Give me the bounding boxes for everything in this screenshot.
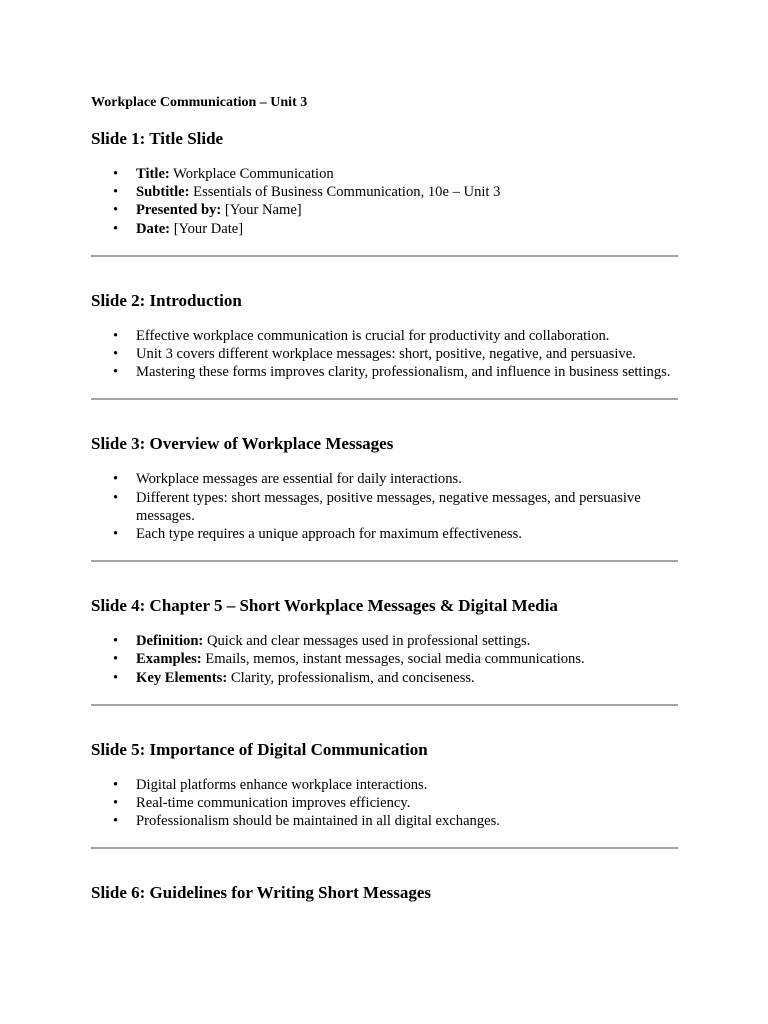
slide-heading: Slide 3: Overview of Workplace Messages bbox=[91, 434, 394, 454]
slide-heading: Slide 5: Importance of Digital Communication bbox=[91, 739, 428, 759]
bullet-icon: • bbox=[113, 471, 119, 488]
bullet-text: [Your Name] bbox=[221, 202, 302, 219]
bullet-item bbox=[91, 632, 678, 650]
bullet-list bbox=[91, 165, 678, 238]
bullet-list bbox=[91, 632, 678, 687]
bullet-text: Workplace messages are essential for daily interactions. bbox=[136, 471, 462, 488]
bullet-item bbox=[91, 345, 678, 363]
slide-section bbox=[91, 740, 678, 850]
bullet-text: Real-time communication improves efficiency. bbox=[136, 795, 411, 812]
bullet-icon: • bbox=[113, 327, 119, 344]
slide-heading: Slide 1: Title Slide bbox=[91, 129, 224, 148]
bullet-text: Different types: short messages, positive messages, negative messages, and persuasive messages. bbox=[136, 489, 645, 524]
bullet-item bbox=[91, 776, 678, 794]
slide-section bbox=[91, 434, 678, 562]
bullet-item bbox=[91, 327, 678, 345]
bullet-icon: • bbox=[113, 633, 119, 650]
bullet-icon: • bbox=[113, 346, 119, 363]
slides-container bbox=[91, 129, 678, 903]
bullet-icon: • bbox=[113, 364, 119, 381]
bullet-item bbox=[91, 489, 678, 525]
document-title: Workplace Communication – Unit 3 bbox=[91, 95, 308, 110]
bullet-label: Date: bbox=[136, 220, 171, 237]
bullet-text: Unit 3 covers different workplace messages: short, positive, negative, and persuasive. bbox=[136, 346, 636, 363]
slide-section bbox=[91, 596, 678, 706]
bullet-text: Digital platforms enhance workplace interactions. bbox=[136, 776, 428, 793]
bullet-icon: • bbox=[113, 489, 119, 506]
bullet-text: Essentials of Business Communication, 10e – Unit 3 bbox=[189, 184, 501, 201]
document-page bbox=[91, 94, 678, 919]
section-divider bbox=[91, 398, 678, 400]
section-divider bbox=[91, 847, 678, 849]
bullet-label: Subtitle: bbox=[136, 184, 190, 201]
slide-section bbox=[91, 291, 678, 401]
bullet-icon: • bbox=[113, 795, 119, 812]
bullet-item bbox=[91, 812, 678, 830]
bullet-icon: • bbox=[113, 651, 119, 668]
bullet-item bbox=[91, 525, 678, 543]
slide-heading: Slide 4: Chapter 5 – Short Workplace Messages & Digital Media bbox=[91, 596, 558, 616]
bullet-item bbox=[91, 183, 678, 201]
section-divider bbox=[91, 560, 678, 562]
bullet-label: Definition: bbox=[136, 633, 204, 650]
bullet-icon: • bbox=[113, 220, 119, 237]
bullet-item bbox=[91, 794, 678, 812]
bullet-text: [Your Date] bbox=[170, 220, 244, 237]
bullet-text: Emails, memos, instant messages, social media communications. bbox=[201, 651, 585, 668]
bullet-list bbox=[91, 470, 678, 543]
slide-heading: Slide 6: Guidelines for Writing Short Messages bbox=[91, 883, 432, 903]
bullet-item bbox=[91, 669, 678, 687]
bullet-icon: • bbox=[113, 202, 119, 219]
bullet-label: Examples: bbox=[136, 651, 202, 668]
bullet-icon: • bbox=[113, 166, 119, 182]
bullet-text: Each type requires a unique approach for maximum effectiveness. bbox=[136, 526, 522, 543]
slide-heading: Slide 2: Introduction bbox=[91, 290, 242, 310]
slide-section bbox=[91, 883, 678, 903]
bullet-item bbox=[91, 363, 678, 381]
bullet-list bbox=[91, 327, 678, 382]
bullet-text: Workplace Communication bbox=[169, 166, 334, 182]
bullet-text: Effective workplace communication is crucial for productivity and collaboration. bbox=[136, 327, 610, 344]
bullet-item bbox=[91, 220, 678, 238]
bullet-text: Clarity, professionalism, and conciseness. bbox=[227, 669, 475, 686]
section-divider bbox=[91, 704, 678, 706]
bullet-text: Quick and clear messages used in professional settings. bbox=[203, 633, 531, 650]
bullet-icon: • bbox=[113, 776, 119, 793]
bullet-label: Presented by: bbox=[136, 202, 222, 219]
slide-section bbox=[91, 129, 678, 257]
bullet-icon: • bbox=[113, 526, 119, 543]
bullet-list bbox=[91, 776, 678, 831]
bullet-text: Professionalism should be maintained in all digital exchanges. bbox=[136, 813, 500, 830]
bullet-icon: • bbox=[113, 669, 119, 686]
bullet-text: Mastering these forms improves clarity, professionalism, and influence in business settings. bbox=[136, 364, 671, 381]
bullet-item bbox=[91, 201, 678, 219]
bullet-label: Key Elements: bbox=[136, 669, 228, 686]
bullet-label: Title: bbox=[136, 166, 170, 182]
bullet-icon: • bbox=[113, 184, 119, 201]
section-divider bbox=[91, 255, 678, 257]
bullet-item bbox=[91, 165, 678, 183]
bullet-item bbox=[91, 470, 678, 488]
bullet-item bbox=[91, 650, 678, 668]
bullet-icon: • bbox=[113, 813, 119, 830]
